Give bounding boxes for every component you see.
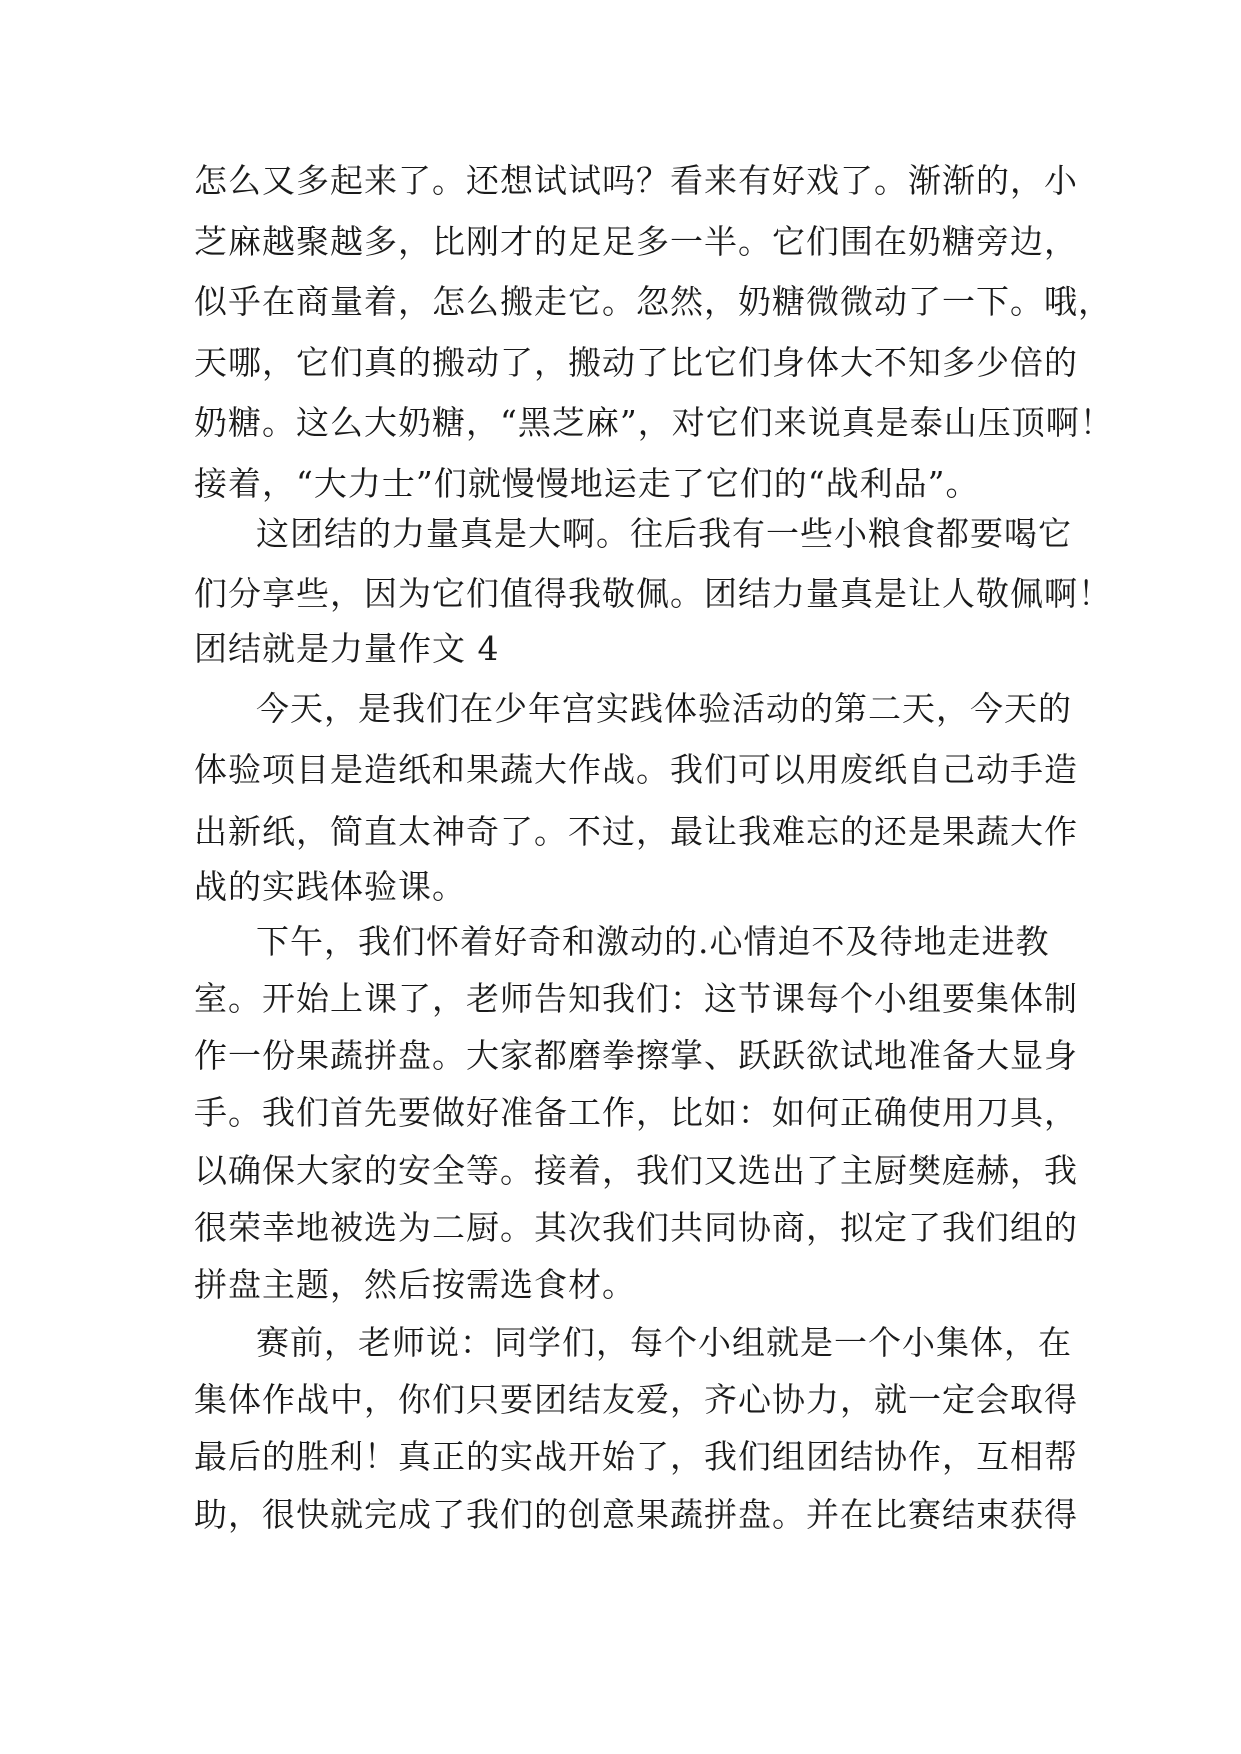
- text-line: 芝麻越聚越多，比刚才的足足多一半。它们围在奶糖旁边，: [194, 222, 1078, 261]
- paragraph-first-line: 这团结的力量真是大啊。往后我有一些小粮食都要喝它: [256, 514, 1072, 553]
- section-heading: 团结就是力量作文 4: [194, 629, 500, 668]
- text-line: 室。开始上课了，老师告知我们：这节课每个小组要集体制: [194, 979, 1078, 1018]
- text-line: 奶糖。这么大奶糖，“黑芝麻”，对它们来说真是泰山压顶啊！: [194, 403, 1114, 442]
- text-line: 集体作战中，你们只要团结友爱，齐心协力，就一定会取得: [194, 1380, 1078, 1419]
- text-line: 怎么又多起来了。还想试试吗？看来有好戏了。渐渐的，小: [194, 161, 1078, 200]
- text-line: 手。我们首先要做好准备工作，比如：如何正确使用刀具，: [194, 1093, 1078, 1132]
- text-line: 们分享些，因为它们值得我敬佩。团结力量真是让人敬佩啊！: [194, 574, 1112, 613]
- paragraph-first-line: 今天，是我们在少年宫实践体验活动的第二天，今天的: [256, 689, 1072, 728]
- text-line: 出新纸，简直太神奇了。不过，最让我难忘的还是果蔬大作: [194, 812, 1078, 851]
- paragraph-first-line: 下午，我们怀着好奇和激动的.心情迫不及待地走进教: [256, 922, 1050, 961]
- paragraph-first-line: 赛前，老师说：同学们，每个小组就是一个小集体，在: [256, 1323, 1072, 1362]
- text-line: 作一份果蔬拼盘。大家都磨拳擦掌、跃跃欲试地准备大显身: [194, 1036, 1078, 1075]
- text-line: 似乎在商量着，怎么搬走它。忽然，奶糖微微动了一下。哦，: [194, 282, 1112, 321]
- text-line: 战的实践体验课。: [194, 867, 466, 906]
- text-line: 助，很快就完成了我们的创意果蔬拼盘。并在比赛结束获得: [194, 1495, 1078, 1534]
- text-line: 拼盘主题，然后按需选食材。: [194, 1265, 636, 1304]
- text-line: 很荣幸地被选为二厨。其次我们共同协商，拟定了我们组的: [194, 1208, 1078, 1247]
- text-line: 体验项目是造纸和果蔬大作战。我们可以用废纸自己动手造: [194, 750, 1078, 789]
- text-line: 最后的胜利！真正的实战开始了，我们组团结协作，互相帮: [194, 1437, 1078, 1476]
- text-line: 以确保大家的安全等。接着，我们又选出了主厨樊庭赫，我: [194, 1151, 1078, 1190]
- text-line: 接着，“大力士”们就慢慢地运走了它们的“战利品”。: [194, 464, 980, 503]
- text-line: 天哪，它们真的搬动了，搬动了比它们身体大不知多少倍的: [194, 343, 1078, 382]
